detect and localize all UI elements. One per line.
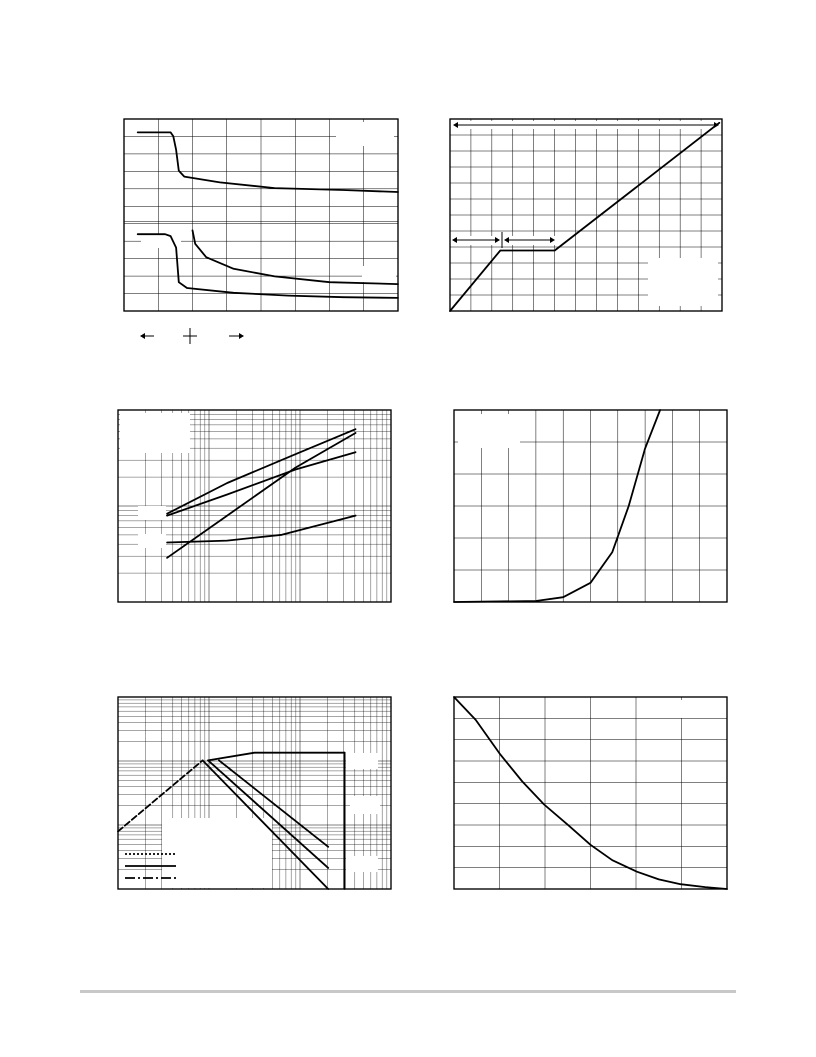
left-arrow-head	[140, 333, 145, 339]
legend-box	[120, 413, 190, 453]
footer-rule	[80, 990, 736, 993]
label-box	[346, 753, 378, 769]
chart-4	[454, 410, 727, 602]
chart-1	[124, 119, 398, 344]
label-box	[362, 266, 396, 282]
legend-box	[648, 258, 718, 306]
label-box	[346, 856, 378, 872]
chart-6	[454, 697, 727, 889]
chart-2	[450, 119, 722, 311]
label-box	[350, 796, 380, 814]
legend-box	[162, 818, 272, 888]
chart-5	[118, 697, 391, 889]
label-box	[138, 506, 166, 520]
legend-box	[336, 122, 394, 146]
chart-3	[118, 410, 391, 602]
legend-box	[640, 700, 724, 718]
right-arrow-head	[239, 333, 244, 339]
label-box	[138, 534, 166, 548]
legend-box	[458, 414, 520, 448]
